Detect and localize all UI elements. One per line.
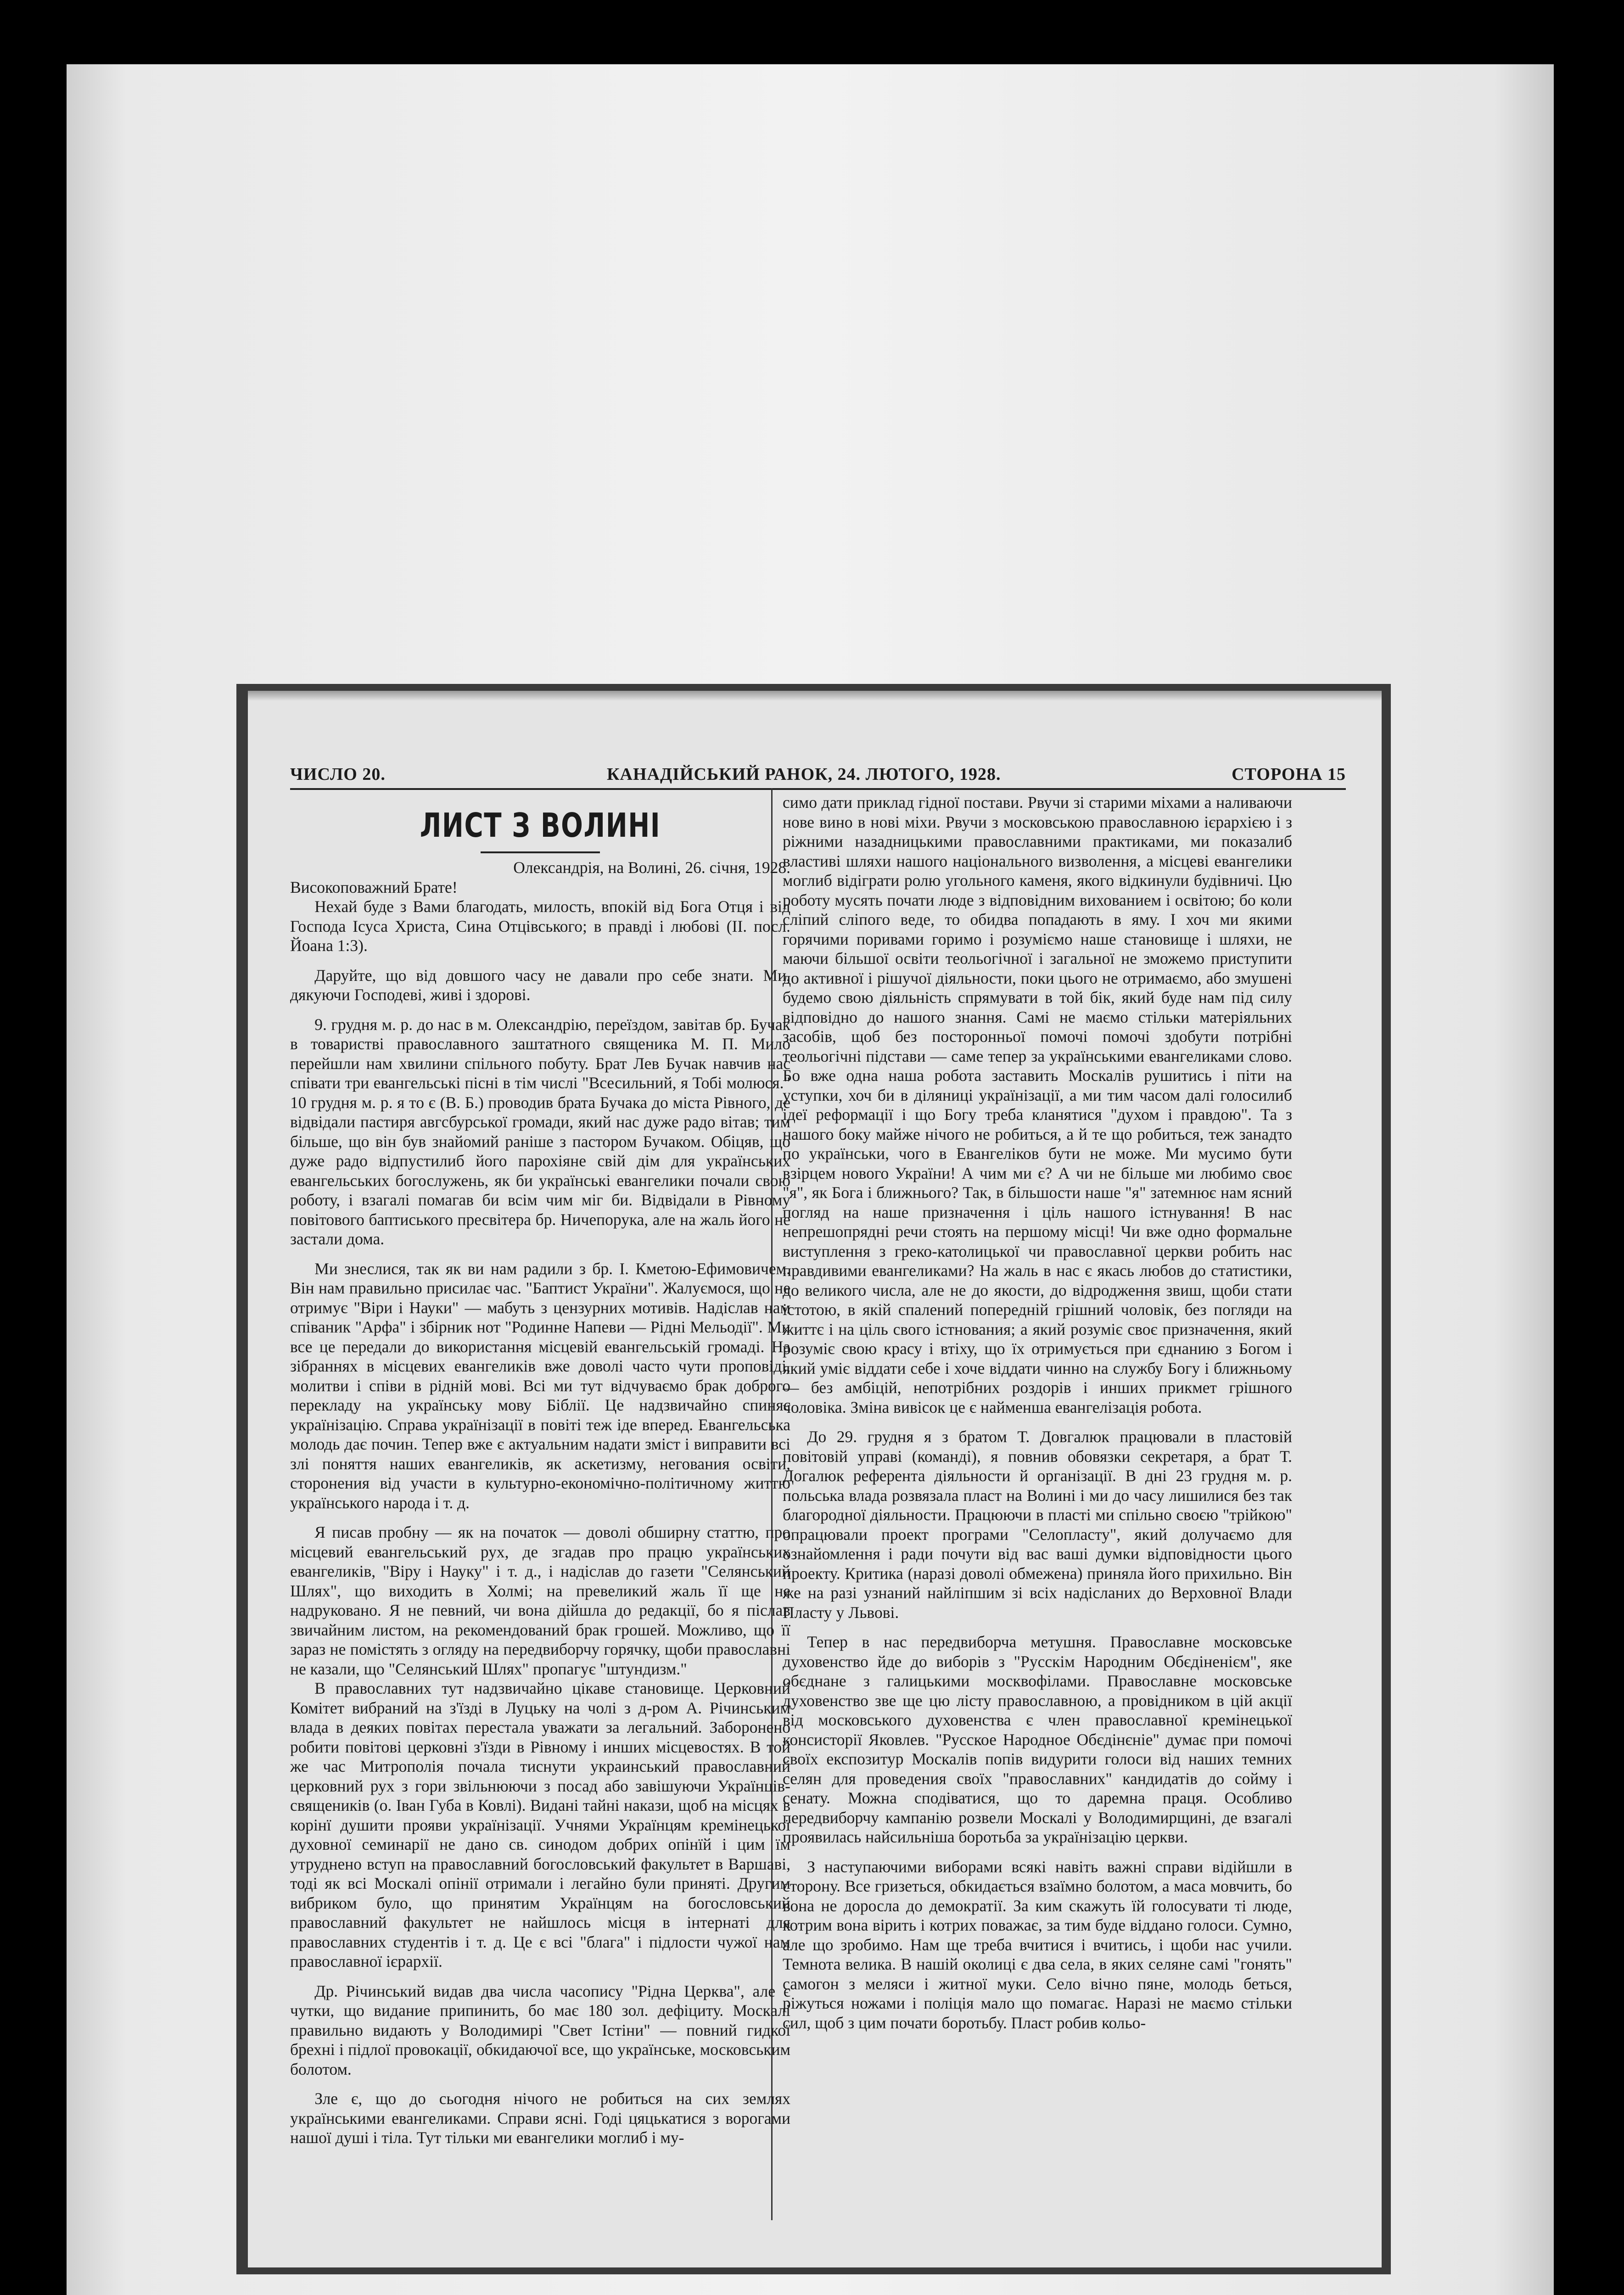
article-title: ЛИСТ З ВОЛИНІ bbox=[420, 806, 661, 845]
title-rule bbox=[481, 851, 600, 853]
paragraph: З наступаючими виборами всякі навіть важні справи відійшли в сторону. Все гризеться, обкидається взаїмно болотом, а маса мовчить, бо вона не доросла до демократії. За ким скажуть їй голосувати ті люде, котрим вона вірить і котрих поважає, за тим буде віддано голоси. Сумно, але що зробимо. Нам ще треба вчитися і вчитись, і щоби нас учили. Темнота велика. В нашій околиці є два села, в яких селяне самі "гонять" самогон з меляси і житної муки. Село вічно пяне, молодь беться, ріжуться ножами і поліція мало що помагає. Наразі не маємо стільки сил, щоб з цим почати боротьбу. Пласт робив кольо- bbox=[783, 1857, 1292, 2032]
paragraph: 9. грудня м. р. до нас в м. Олександрію, переїздом, завітав бр. Бучак в товаристві православного заштатного священика М. П. Мило перейшли нам хвилини спільного побуту. Брат Лев Бучак навчив нас співати три евангельські пісні в тім числі "Всесильний, я Тобі молюся." 10 грудня м. р. я то є (В. Б.) проводив брата Бучака до міста Рівного, де відвідали пастиря авгсбурської громади, який нас дуже радо вітав; тим більше, що він був знайомий раніше з пастором Бучаком. Обіцяв, що дуже радо відпустилиб його парохіяне свій дім для українських евангельських богослужень, як би українські евангелики почали свою роботу, і взагалі помагав би всім чим міг би. Відвідали в Рівному повітового баптиського пресвітера бр. Ничепорука, але на жаль його не застали дома. bbox=[290, 1015, 790, 1248]
page-top-edge bbox=[248, 691, 1382, 701]
issue-number: ЧИСЛО 20. bbox=[290, 765, 386, 784]
place-date: Олександрія, на Волині, 26. січня, 1928. bbox=[513, 858, 790, 877]
paragraph: Др. Річинський видав два числа часопису "Рідна Церква", але є чутки, що видание припинить, бо має 180 зол. дефіциту. Москалі правильно видають у Володимирі "Свет Істіни" — повний гидкої брехні і підлої провокації, обкидаючої все, що українське, московським болотом. bbox=[290, 1982, 790, 2078]
masthead: КАНАДІЙСЬКИЙ РАНОК, 24. ЛЮТОГО, 1928. bbox=[607, 765, 1001, 784]
page-header bbox=[290, 764, 1346, 788]
paragraph: Я писав пробну — як на початок — доволі обширну статтю, про місцевий евангельський рух, де згадав про працю українських евангеликів, "Віру і Науку" і т. д., і надіслав до газети "Селянський Шлях", що виходить в Холмі; на превеликий жаль її ще не надруковано. Я не певний, чи вона дійшла до редакції, бо я післав звичайним листом, на рекомендований брак грошей. Можливо, що її зараз не помістять з огляду на передвиборчу горячку, щоби православні не казали, що "Селянський Шлях" пропагує "штундизм." bbox=[290, 1523, 790, 1678]
left-column bbox=[290, 795, 790, 2223]
paragraph: Тепер в нас передвиборча метушня. Православне московське духовенство йде до виборів з "Русскім Народним Обєдіненієм", яке обєднане з галицькими москвофілами. Православне московське духовенство зве ще цю лісту православною, а провідником в цій акції від московського духовенства є член православної кремінецької консисторії Яковлев. "Русское Народное Обєдінєніе" думає при помочі своїх експозитур Москалів попів видурити голоси від наших темних селян для проведения своїх "православних" кандидатів до сойму і сенату. Можна сподіватися, що то даремна праця. Особливо передвиборчу кампанію розвели Москалі у Володимирщині, де взагалі проявилась найсильніша боротьба за українізацію церкви. bbox=[783, 1633, 1292, 1846]
salutation: Високоповажний Брате! bbox=[290, 878, 458, 896]
paragraph: Нехай буде з Вами благодать, милость, впокій від Бога Отця і від Господа Ісуса Христа, Сина Отцівського; в правді і любові (II. посл. Йоана 1:3). bbox=[290, 897, 790, 955]
paragraph: Зле є, що до сьогодня нічого не робиться на сих землях українськими евангеликами. Справи ясні. Годі цяцькатися з ворогами нашої душі і тіла. Тут тільки ми евангелики моглиб і му- bbox=[290, 2089, 790, 2147]
paragraph: В православних тут надзвичайно цікаве становище. Церковний Комітет вибраний на з'їзді в Луцьку на чолі з д-ром А. Річинським влада в деяких повітах перестала уважати за легальний. Заборонено робити повітові церковні з'їзди в Рівному і инших місцевостях. В той же час Митрополія почала тиснути украинський православний церковний рух з гори звільнюючи з посад або завішуючи Українців-священиків (о. Іван Губа в Ковлі). Видані тайні накази, щоб на місцях в корінї душити прояви українізації. Учнями Українцям кремінецької духовної семинарії не дано св. синодом добрих опінїй і цим їм утруднено вступ на православний богословський факультет в Варшаві, тоді як всі Москалі опінії отримали і легайно були приняті. Другим вибриком було, що принятим Українцям на богословський православний факультет не найшлось місця в інтернаті для православних студентів і т. д. Це є всі "блага" і підлости чужої нам православної ієрархії. bbox=[290, 1679, 790, 1970]
paragraph: До 29. грудня я з братом Т. Довгалюк працювали в пластовій повітовій управі (команді), я повнив обовязки секретаря, а брат Т. Догалюк референта діяльности й організації. В дні 23 грудня м. р. польська влада розвязала пласт на Волині і ми до часу лишилися без так благородної діяльности. Працюючи в пласті ми спільно своєю "трійкою" опрацювали проект програми "Селопласту", який долучаємо для ознайомлення і ради почути від вас ваші думки відповідности цього проекту. Критика (наразі доволі обмежена) приняла його прихильно. Він же на разі узнаний найліпшим зі всіх надісланих до Верховної Влади Пласту у Львові. bbox=[783, 1427, 1292, 1622]
page-number: СТОРОНА 15 bbox=[1232, 765, 1346, 784]
header-rule bbox=[290, 788, 1346, 790]
paragraph: симо дати приклад гідної постави. Рвучи зі старими міхами а наливаючи нове вино в нові міхи. Рвучи з московською православною ієрархією і з ріжними назадницькими православними практиками, ми показалиб властиві шляхи нашого національного визволення, а місцеві евангелики моглиб відіграти ролю угольного каменя, якого відкинули будівничі. Цю роботу мусять почати люде з відповідним вихованием і освітою; бо коли сліпий сліпого веде, то обидва попадають в яму. І хоч ми якими горячими поривами горимо і розуміємо наше становище і шляхи, не маючи більшої освіти теольогічної і загальної не зможемо приступити до активної і рішучої діяльности, поки цього не отримаємо, або змушені будемо свою діяльність спрямувати в той бік, який буде нам під силу відповідно до нашого знання. Самі не маємо стільки матеріяльних засобів, щоб без посторонньої помочі помочі здобути потрібні теольогічні підстави — саме тепер за українськими евангеликами слово. Бо вже одна наша робота заставить Москалів рушитись і піти на уступки, хоч би в діляниці українізації, а ми тим часом далі голосилиб ідеї реформації і що Богу треба кланятися "духом і правдою". Та з нашого боку майже нічого не робиться, а й те що робиться, теж занадто по українськи, чого в Евангеліков бути не може. Ми мусимо бути взірцем нового України! А чим ми є? А чи не більше ми любимо своє "я", як Бога і ближнього? Так, в більшости наше "я" затемнює нам ясний погляд на наше призначення і ціль нашого істнування! В нас непрешопрядні речи стоять на першому місці! Чи вже одно формальне виступлення з греко-католицької чи православної церкви робить нас правдивими евангеликами? На жаль в нас є якась любов до статистики, до великого числа, але не до якости, до відродження звиш, щоби стати істотою, в якій спалений попередній грішний чоловік, без погляди на життє і на ціль свого істнования; а який розуміє своє призначення, який розуміє свою красу і втіху, що їх отримується при єднанию з Богом і який уміє віддати себе і хоче віддати чинно на службу Богу і ближньому — без амбіцій, непотрібних роздорів і инших прикмет грішного чоловіка. Зміна вивісок це є найменша евангелізація робота. bbox=[783, 793, 1292, 1416]
newspaper-page bbox=[248, 691, 1382, 2267]
paragraph: Даруйте, що від довшого часу не давали про себе знати. Ми, дякуючи Господеві, живі і здорові. bbox=[290, 966, 790, 1004]
paragraph: Ми знеслися, так як ви нам радили з бр. І. Кметою-Ефимовичем. Він нам правильно присилає час. "Баптист України". Жалуємося, що не отримує "Віри і Науки" — мабуть з цензурних мотивів. Надіслав нам співаник "Арфа" і збірник нот "Родинне Напеви — Рідні Мельодії". Ми все це передали до використання місцевій евангельській громаді. На зібраннях в місцевих евангеликів вже доволі часто чути проповіді, молитви і співи в рідній мові. Всі ми тут відчуваємо брак доброго перекладу на українську мову Біблії. Це надзвичайно спиняє українізацію. Справа українізації в повіті теж іде вперед. Евангельська молодь дає почин. Тепер вже є актуальним надати зміст і виправити всі злі поняття наших евангеликів, як аскетизму, негования освіти, сторонения від участи в культурно-економічно-політичному життю українського народа і т. д. bbox=[290, 1259, 790, 1512]
right-column bbox=[783, 793, 1292, 2220]
